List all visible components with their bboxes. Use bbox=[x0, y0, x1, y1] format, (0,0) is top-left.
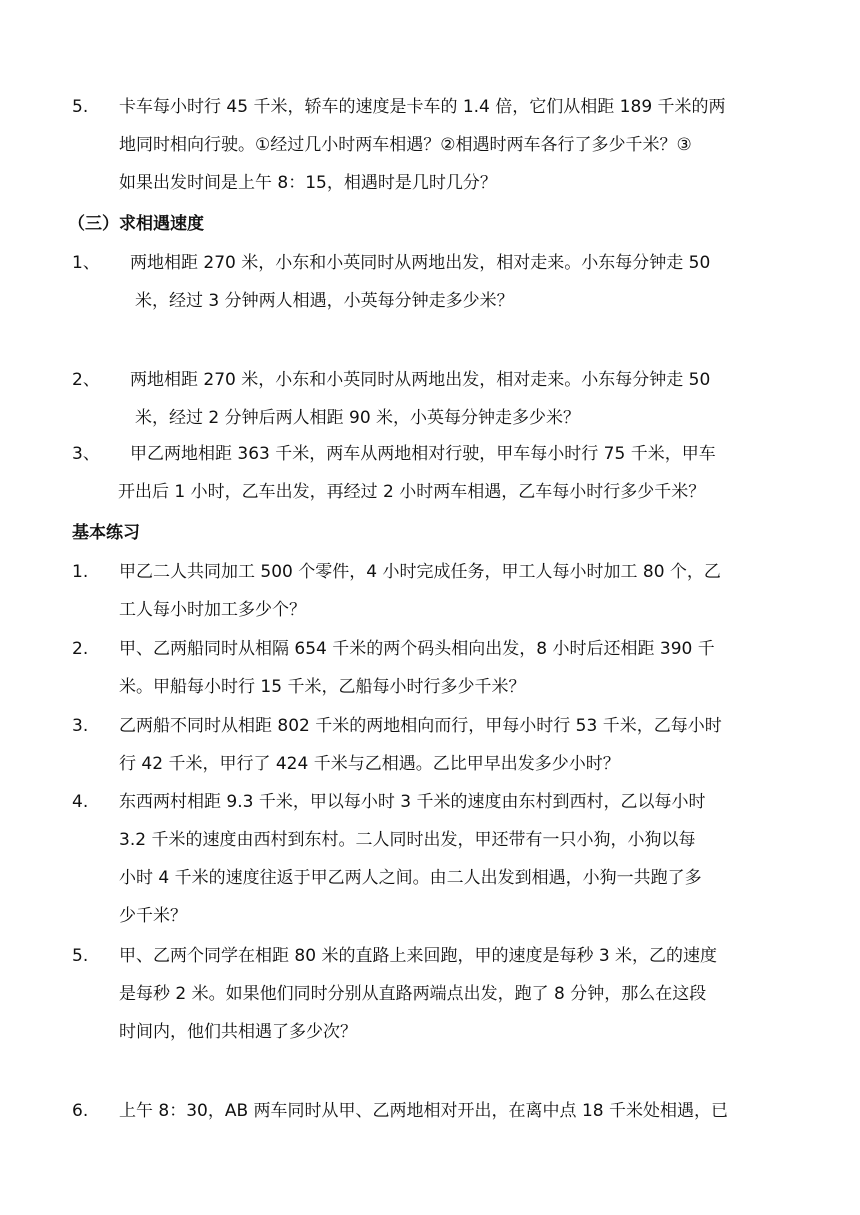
question-text-line: 甲、乙两船同时从相隔 654 千米的两个码头相向出发，8 小时后还相距 390 千 bbox=[119, 639, 715, 659]
question-text-line: 小时 4 千米的速度往返于甲乙两人之间。由二人出发到相遇，小狗一共跑了多 bbox=[119, 868, 702, 888]
basic-question-4 bbox=[72, 783, 797, 935]
question-text-line: 是每秒 2 米。如果他们同时分别从直路两端点出发，跑了 8 分钟，那么在这段 bbox=[119, 984, 707, 1004]
question-text-line: 两地相距 270 米，小东和小英同时从两地出发，相对走来。小东每分钟走 50 bbox=[130, 370, 711, 390]
question-text-line: 上午 8：30，AB 两车同时从甲、乙两地相对开出，在离中点 18 千米处相遇，已 bbox=[119, 1101, 728, 1121]
section3-question-3 bbox=[72, 435, 797, 511]
section3-question-2 bbox=[72, 361, 797, 437]
question-number: 1. bbox=[72, 562, 89, 582]
section-heading-meeting-speed: （三）求相遇速度 bbox=[68, 214, 204, 234]
question-text-line: 时间内，他们共相遇了多少次？ bbox=[119, 1022, 357, 1042]
question-5-truck-car bbox=[72, 88, 797, 202]
question-number: 4. bbox=[72, 792, 89, 812]
question-text-line: 少千米？ bbox=[119, 906, 187, 926]
question-text-line: 东西两村相距 9.3 千米，甲以每小时 3 千米的速度由东村到西村，乙以每小时 bbox=[119, 792, 706, 812]
question-text-line: 甲乙二人共同加工 500 个零件，4 小时完成任务，甲工人每小时加工 80 个，乙 bbox=[119, 562, 721, 582]
question-number: 2、 bbox=[72, 370, 100, 390]
question-text-line: 米，经过 2 分钟后两人相距 90 米，小英每分钟走多少米？ bbox=[135, 408, 581, 428]
question-text-line: 工人每小时加工多少个？ bbox=[119, 600, 306, 620]
question-text-line: 甲、乙两个同学在相距 80 米的直路上来回跑，甲的速度是每秒 3 米，乙的速度 bbox=[119, 946, 718, 966]
question-number: 6. bbox=[72, 1101, 89, 1121]
question-text-line: 乙两船不同时从相距 802 千米的两地相向而行，甲每小时行 53 千米，乙每小时 bbox=[119, 716, 722, 736]
section3-question-1 bbox=[72, 244, 797, 320]
question-text-line: 地同时相向行驶。①经过几小时两车相遇？②相遇时两车各行了多少千米？③ bbox=[119, 135, 692, 155]
section-heading-basic-practice: 基本练习 bbox=[72, 523, 140, 543]
basic-question-3 bbox=[72, 707, 797, 783]
basic-question-1 bbox=[72, 553, 797, 629]
question-text-line: 开出后 1 小时，乙车出发，再经过 2 小时两车相遇，乙车每小时行多少千米？ bbox=[118, 482, 706, 502]
question-number: 5. bbox=[72, 946, 89, 966]
basic-question-2 bbox=[72, 630, 797, 706]
basic-question-5 bbox=[72, 937, 797, 1051]
question-number: 3、 bbox=[72, 444, 100, 464]
question-number: 5. bbox=[72, 97, 89, 117]
basic-question-6 bbox=[72, 1092, 797, 1130]
question-text-line: 如果出发时间是上午 8：15，相遇时是几时几分？ bbox=[119, 173, 497, 193]
question-text-line: 米。甲船每小时行 15 千米，乙船每小时行多少千米？ bbox=[119, 677, 526, 697]
question-text-line: 两地相距 270 米，小东和小英同时从两地出发，相对走来。小东每分钟走 50 bbox=[130, 253, 711, 273]
question-text-line: 米，经过 3 分钟两人相遇，小英每分钟走多少米？ bbox=[135, 291, 514, 311]
question-number: 2. bbox=[72, 639, 89, 659]
question-number: 1、 bbox=[72, 253, 100, 273]
question-text-line: 行 42 千米，甲行了 424 千米与乙相遇。乙比甲早出发多少小时？ bbox=[119, 754, 620, 774]
question-text-line: 3.2 千米的速度由西村到东村。二人同时出发，甲还带有一只小狗，小狗以每 bbox=[119, 830, 696, 850]
question-text-line: 卡车每小时行 45 千米，轿车的速度是卡车的 1.4 倍，它们从相距 189 千米的两 bbox=[119, 97, 726, 117]
question-number: 3. bbox=[72, 716, 89, 736]
question-text-line: 甲乙两地相距 363 千米，两车从两地相对行驶，甲车每小时行 75 千米，甲车 bbox=[130, 444, 716, 464]
